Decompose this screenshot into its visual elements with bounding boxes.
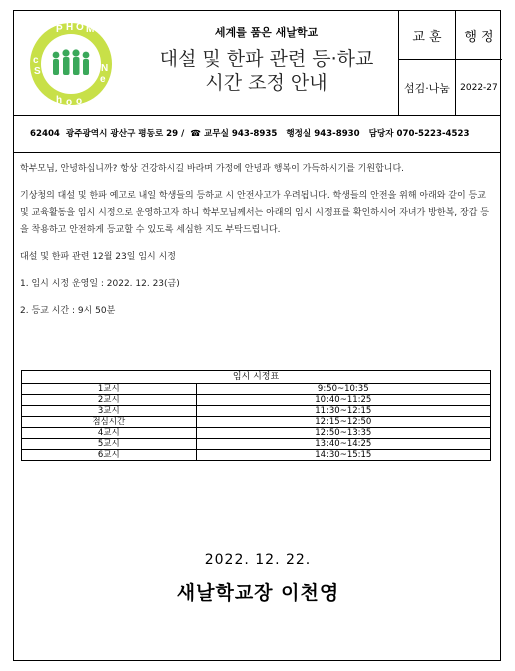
document-page	[13, 10, 501, 661]
table-row	[22, 384, 491, 395]
contact-bar: 62404 광주광역시 광산구 평동로 29 / ☎ 교무실 943-8935 행정실 943-8930 담당자 070-5223-4523	[14, 115, 500, 153]
street-address: 광주광역시 광산구 평동로 29	[65, 129, 179, 139]
time-cell: 9:50~10:35	[196, 384, 490, 395]
approval-header-1: 교 훈	[399, 11, 456, 60]
time-cell: 13:40~14:25	[196, 439, 490, 450]
svg-text:S: S	[34, 66, 41, 77]
table-row	[22, 428, 491, 439]
time-cell: 12:50~13:35	[196, 428, 490, 439]
period-cell: 6교시	[22, 450, 197, 461]
contact-person: 담당자 070-5223-4523	[368, 129, 470, 139]
schedule-body	[22, 384, 491, 461]
principal-signature: 새날학교장 이천영	[176, 582, 340, 604]
time-cell: 11:30~12:15	[196, 406, 490, 417]
svg-text:e: e	[100, 74, 106, 85]
table-row	[22, 395, 491, 406]
time-cell: 14:30~15:15	[196, 450, 490, 461]
svg-text:P: P	[56, 24, 63, 35]
svg-text:O: O	[76, 22, 84, 33]
approval-value-2: 2022-27	[455, 60, 502, 116]
time-cell: 10:40~11:25	[196, 395, 490, 406]
table-row	[22, 406, 491, 417]
admin-room-phone: 행정실 943-8930	[286, 129, 360, 139]
table-row	[22, 450, 491, 461]
list-item-date: 1. 임시 시정 운영일 : 2022. 12. 23(금)	[20, 279, 180, 289]
schedule-table	[21, 370, 491, 461]
svg-text:h: h	[56, 95, 63, 106]
school-motto: 세계를 품은 새날학교	[214, 26, 319, 39]
title-line-1: 대설 및 한파 관련 등·하교	[159, 48, 374, 70]
period-cell: 2교시	[22, 395, 197, 406]
phone-icon: ☎	[190, 129, 201, 139]
zip-code: 62404	[30, 129, 60, 139]
schedule-title: 임시 시정표	[22, 371, 491, 384]
svg-text:H: H	[66, 22, 74, 33]
period-cell: 3교시	[22, 406, 197, 417]
approval-box	[398, 11, 502, 115]
teacher-room-phone: 교무실 943-8935	[204, 129, 278, 139]
issue-date: 2022. 12. 22.	[204, 552, 312, 568]
list-item-time: 2. 등교 시간 : 9시 50분	[20, 306, 116, 316]
school-logo	[26, 19, 116, 109]
period-cell: 4교시	[22, 428, 197, 439]
approval-header-2: 행 정	[455, 11, 502, 60]
svg-text:o: o	[76, 96, 83, 107]
schedule-heading: 대설 및 한파 관련 12월 23일 임시 시정	[20, 252, 176, 262]
main-paragraph: 기상청의 대설 및 한파 예고로 내일 학생들의 등하교 시 안전사고가 우려됩니다. 학생들의 안전을 위해 아래와 같이 등교 및 교육활동을 임시 시정으로 운영하고자 하니 학부모님께서는 아래의 임시 시정표를 확인하시어 자녀가 방한복, 장갑 등을 착용하고 안전하게 등교할 수 있도록 세심한 지도 부탁드립니다.	[20, 191, 489, 235]
svg-text:o: o	[66, 97, 73, 108]
letter-body	[20, 161, 494, 330]
approval-value-1: 섬김·나눔	[399, 60, 456, 116]
period-cell: 1교시	[22, 384, 197, 395]
title-line-2: 시간 조정 안내	[205, 72, 328, 94]
svg-text:M: M	[86, 24, 95, 35]
table-row	[22, 439, 491, 450]
table-row	[22, 417, 491, 428]
letterhead	[14, 11, 500, 116]
svg-text:N: N	[101, 63, 109, 74]
period-cell: 점심시간	[22, 417, 197, 428]
svg-text:c: c	[33, 55, 39, 66]
greeting-paragraph: 학부모님, 안녕하십니까? 항상 건강하시길 바라며 가정에 안녕과 행복이 가득하시기를 기원합니다.	[20, 164, 405, 174]
document-title	[124, 47, 409, 95]
time-cell: 12:15~12:50	[196, 417, 490, 428]
period-cell: 5교시	[22, 439, 197, 450]
